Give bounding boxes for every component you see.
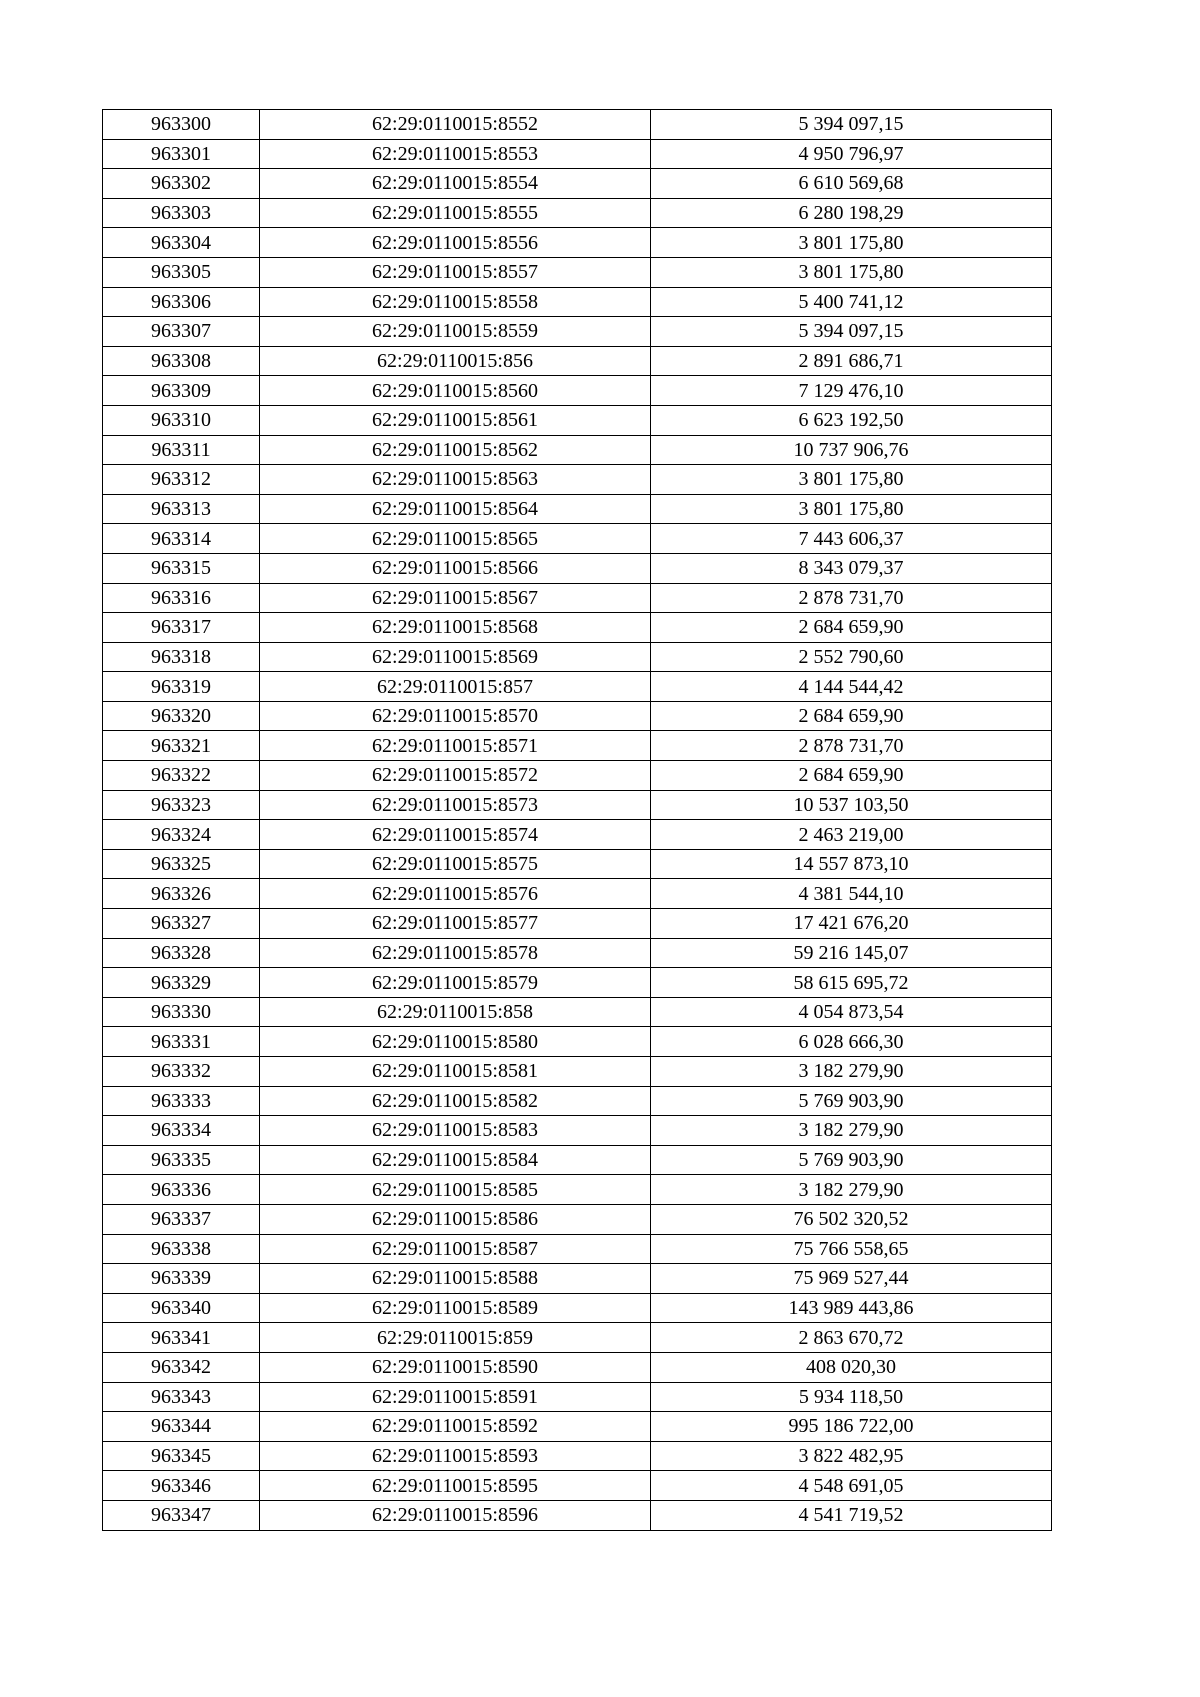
cadastral-number-cell: 62:29:0110015:8555 (260, 198, 651, 228)
cadastral-number-cell: 62:29:0110015:8553 (260, 139, 651, 169)
cadastral-value-cell: 4 144 544,42 (651, 672, 1052, 702)
table-row (103, 731, 1052, 761)
table-row (103, 820, 1052, 850)
table-row (103, 317, 1052, 347)
cadastral-value-cell: 2 891 686,71 (651, 346, 1052, 376)
cadastral-number-cell: 62:29:0110015:8580 (260, 1027, 651, 1057)
cadastral-value-cell: 3 182 279,90 (651, 1116, 1052, 1146)
cadastral-value-cell: 5 394 097,15 (651, 317, 1052, 347)
cadastral-value-cell: 3 182 279,90 (651, 1057, 1052, 1087)
cadastral-value-cell: 2 463 219,00 (651, 820, 1052, 850)
cadastral-number-cell: 62:29:0110015:8588 (260, 1264, 651, 1294)
cadastral-number-cell: 62:29:0110015:8572 (260, 761, 651, 791)
cadastral-number-cell: 62:29:0110015:8560 (260, 376, 651, 406)
cadastral-number-cell: 62:29:0110015:859 (260, 1323, 651, 1353)
table-row (103, 701, 1052, 731)
cadastral-value-cell: 2 684 659,90 (651, 761, 1052, 791)
cadastral-value-cell: 4 950 796,97 (651, 139, 1052, 169)
table-row (103, 376, 1052, 406)
table-row (103, 1293, 1052, 1323)
cadastral-number-cell: 62:29:0110015:8573 (260, 790, 651, 820)
cadastral-number-cell: 62:29:0110015:8552 (260, 110, 651, 140)
row-number-cell: 963339 (103, 1264, 260, 1294)
cadastral-number-cell: 62:29:0110015:8578 (260, 938, 651, 968)
table-row (103, 1175, 1052, 1205)
table-row (103, 110, 1052, 140)
cadastral-value-cell: 17 421 676,20 (651, 909, 1052, 939)
cadastral-value-cell: 2 878 731,70 (651, 583, 1052, 613)
cadastral-value-cell: 3 801 175,80 (651, 494, 1052, 524)
cadastral-number-cell: 62:29:0110015:8591 (260, 1382, 651, 1412)
table-row (103, 435, 1052, 465)
row-number-cell: 963316 (103, 583, 260, 613)
row-number-cell: 963344 (103, 1412, 260, 1442)
cadastral-value-table (102, 109, 1052, 1531)
row-number-cell: 963311 (103, 435, 260, 465)
row-number-cell: 963335 (103, 1145, 260, 1175)
row-number-cell: 963303 (103, 198, 260, 228)
cadastral-value-cell: 76 502 320,52 (651, 1204, 1052, 1234)
row-number-cell: 963341 (103, 1323, 260, 1353)
row-number-cell: 963313 (103, 494, 260, 524)
row-number-cell: 963323 (103, 790, 260, 820)
row-number-cell: 963328 (103, 938, 260, 968)
cadastral-number-cell: 62:29:0110015:8561 (260, 405, 651, 435)
row-number-cell: 963322 (103, 761, 260, 791)
row-number-cell: 963326 (103, 879, 260, 909)
cadastral-value-cell: 4 054 873,54 (651, 997, 1052, 1027)
table-row (103, 1352, 1052, 1382)
row-number-cell: 963307 (103, 317, 260, 347)
table-row (103, 909, 1052, 939)
cadastral-value-cell: 3 182 279,90 (651, 1175, 1052, 1205)
cadastral-number-cell: 62:29:0110015:8556 (260, 228, 651, 258)
cadastral-value-cell: 14 557 873,10 (651, 849, 1052, 879)
table-row (103, 938, 1052, 968)
cadastral-number-cell: 62:29:0110015:857 (260, 672, 651, 702)
table-row (103, 1471, 1052, 1501)
cadastral-value-cell: 6 623 192,50 (651, 405, 1052, 435)
cadastral-number-cell: 62:29:0110015:8592 (260, 1412, 651, 1442)
table-row (103, 849, 1052, 879)
cadastral-value-cell: 3 801 175,80 (651, 465, 1052, 495)
table-row (103, 583, 1052, 613)
table-row (103, 1500, 1052, 1530)
table-row (103, 1412, 1052, 1442)
cadastral-value-cell: 5 394 097,15 (651, 110, 1052, 140)
row-number-cell: 963318 (103, 642, 260, 672)
row-number-cell: 963333 (103, 1086, 260, 1116)
cadastral-value-cell: 2 878 731,70 (651, 731, 1052, 761)
cadastral-number-cell: 62:29:0110015:858 (260, 997, 651, 1027)
cadastral-value-cell: 75 969 527,44 (651, 1264, 1052, 1294)
cadastral-number-cell: 62:29:0110015:8554 (260, 169, 651, 199)
cadastral-number-cell: 62:29:0110015:8557 (260, 257, 651, 287)
table-row (103, 1234, 1052, 1264)
cadastral-number-cell: 62:29:0110015:8590 (260, 1352, 651, 1382)
cadastral-number-cell: 62:29:0110015:8586 (260, 1204, 651, 1234)
table-row (103, 1027, 1052, 1057)
row-number-cell: 963330 (103, 997, 260, 1027)
cadastral-value-cell: 5 769 903,90 (651, 1145, 1052, 1175)
table-row (103, 997, 1052, 1027)
row-number-cell: 963317 (103, 613, 260, 643)
cadastral-value-cell: 3 801 175,80 (651, 228, 1052, 258)
cadastral-number-cell: 62:29:0110015:8565 (260, 524, 651, 554)
row-number-cell: 963319 (103, 672, 260, 702)
row-number-cell: 963327 (103, 909, 260, 939)
cadastral-number-cell: 62:29:0110015:8585 (260, 1175, 651, 1205)
row-number-cell: 963308 (103, 346, 260, 376)
table-row (103, 553, 1052, 583)
row-number-cell: 963329 (103, 968, 260, 998)
table-row (103, 1264, 1052, 1294)
row-number-cell: 963300 (103, 110, 260, 140)
cadastral-number-cell: 62:29:0110015:8566 (260, 553, 651, 583)
table-row (103, 228, 1052, 258)
cadastral-value-cell: 5 400 741,12 (651, 287, 1052, 317)
cadastral-number-cell: 62:29:0110015:8596 (260, 1500, 651, 1530)
cadastral-value-cell: 143 989 443,86 (651, 1293, 1052, 1323)
cadastral-number-cell: 62:29:0110015:8569 (260, 642, 651, 672)
table-row (103, 642, 1052, 672)
cadastral-number-cell: 62:29:0110015:8577 (260, 909, 651, 939)
row-number-cell: 963347 (103, 1500, 260, 1530)
cadastral-value-cell: 10 737 906,76 (651, 435, 1052, 465)
cadastral-value-cell: 4 381 544,10 (651, 879, 1052, 909)
cadastral-value-cell: 2 552 790,60 (651, 642, 1052, 672)
row-number-cell: 963320 (103, 701, 260, 731)
cadastral-number-cell: 62:29:0110015:8593 (260, 1441, 651, 1471)
row-number-cell: 963312 (103, 465, 260, 495)
table-row (103, 494, 1052, 524)
cadastral-value-cell: 408 020,30 (651, 1352, 1052, 1382)
table-body (103, 110, 1052, 1531)
cadastral-number-cell: 62:29:0110015:8576 (260, 879, 651, 909)
cadastral-number-cell: 62:29:0110015:8575 (260, 849, 651, 879)
row-number-cell: 963302 (103, 169, 260, 199)
row-number-cell: 963305 (103, 257, 260, 287)
row-number-cell: 963315 (103, 553, 260, 583)
cadastral-number-cell: 62:29:0110015:8564 (260, 494, 651, 524)
cadastral-number-cell: 62:29:0110015:8583 (260, 1116, 651, 1146)
cadastral-number-cell: 62:29:0110015:856 (260, 346, 651, 376)
row-number-cell: 963334 (103, 1116, 260, 1146)
cadastral-value-cell: 58 615 695,72 (651, 968, 1052, 998)
cadastral-value-cell: 10 537 103,50 (651, 790, 1052, 820)
table-row (103, 139, 1052, 169)
cadastral-value-cell: 59 216 145,07 (651, 938, 1052, 968)
table-row (103, 524, 1052, 554)
cadastral-value-cell: 2 684 659,90 (651, 701, 1052, 731)
cadastral-value-cell: 7 129 476,10 (651, 376, 1052, 406)
cadastral-number-cell: 62:29:0110015:8571 (260, 731, 651, 761)
table-row (103, 761, 1052, 791)
row-number-cell: 963304 (103, 228, 260, 258)
cadastral-value-cell: 4 548 691,05 (651, 1471, 1052, 1501)
cadastral-value-cell: 5 934 118,50 (651, 1382, 1052, 1412)
row-number-cell: 963310 (103, 405, 260, 435)
table-row (103, 169, 1052, 199)
row-number-cell: 963343 (103, 1382, 260, 1412)
table-row (103, 1441, 1052, 1471)
row-number-cell: 963346 (103, 1471, 260, 1501)
row-number-cell: 963324 (103, 820, 260, 850)
cadastral-value-cell: 3 822 482,95 (651, 1441, 1052, 1471)
table-row (103, 1382, 1052, 1412)
cadastral-value-cell: 7 443 606,37 (651, 524, 1052, 554)
table-row (103, 879, 1052, 909)
row-number-cell: 963309 (103, 376, 260, 406)
table-row (103, 968, 1052, 998)
row-number-cell: 963332 (103, 1057, 260, 1087)
cadastral-value-cell: 5 769 903,90 (651, 1086, 1052, 1116)
table-row (103, 346, 1052, 376)
row-number-cell: 963301 (103, 139, 260, 169)
cadastral-number-cell: 62:29:0110015:8562 (260, 435, 651, 465)
table-row (103, 287, 1052, 317)
row-number-cell: 963338 (103, 1234, 260, 1264)
table-row (103, 1057, 1052, 1087)
table-row (103, 1204, 1052, 1234)
cadastral-value-cell: 995 186 722,00 (651, 1412, 1052, 1442)
cadastral-value-cell: 3 801 175,80 (651, 257, 1052, 287)
cadastral-number-cell: 62:29:0110015:8582 (260, 1086, 651, 1116)
table-row (103, 1086, 1052, 1116)
row-number-cell: 963337 (103, 1204, 260, 1234)
cadastral-number-cell: 62:29:0110015:8584 (260, 1145, 651, 1175)
row-number-cell: 963314 (103, 524, 260, 554)
cadastral-value-cell: 6 610 569,68 (651, 169, 1052, 199)
cadastral-value-cell: 4 541 719,52 (651, 1500, 1052, 1530)
table-row (103, 198, 1052, 228)
cadastral-number-cell: 62:29:0110015:8587 (260, 1234, 651, 1264)
cadastral-number-cell: 62:29:0110015:8589 (260, 1293, 651, 1323)
table-row (103, 1116, 1052, 1146)
cadastral-value-cell: 6 280 198,29 (651, 198, 1052, 228)
cadastral-number-cell: 62:29:0110015:8563 (260, 465, 651, 495)
table-row (103, 1145, 1052, 1175)
cadastral-value-cell: 8 343 079,37 (651, 553, 1052, 583)
table-row (103, 257, 1052, 287)
cadastral-value-cell: 2 863 670,72 (651, 1323, 1052, 1353)
table-row (103, 672, 1052, 702)
cadastral-number-cell: 62:29:0110015:8567 (260, 583, 651, 613)
cadastral-number-cell: 62:29:0110015:8581 (260, 1057, 651, 1087)
cadastral-value-cell: 2 684 659,90 (651, 613, 1052, 643)
cadastral-number-cell: 62:29:0110015:8595 (260, 1471, 651, 1501)
table-row (103, 790, 1052, 820)
row-number-cell: 963306 (103, 287, 260, 317)
row-number-cell: 963336 (103, 1175, 260, 1205)
row-number-cell: 963331 (103, 1027, 260, 1057)
table-row (103, 405, 1052, 435)
cadastral-number-cell: 62:29:0110015:8574 (260, 820, 651, 850)
row-number-cell: 963342 (103, 1352, 260, 1382)
row-number-cell: 963345 (103, 1441, 260, 1471)
table-row (103, 1323, 1052, 1353)
row-number-cell: 963325 (103, 849, 260, 879)
cadastral-value-cell: 6 028 666,30 (651, 1027, 1052, 1057)
cadastral-number-cell: 62:29:0110015:8570 (260, 701, 651, 731)
cadastral-number-cell: 62:29:0110015:8579 (260, 968, 651, 998)
cadastral-number-cell: 62:29:0110015:8558 (260, 287, 651, 317)
row-number-cell: 963321 (103, 731, 260, 761)
cadastral-number-cell: 62:29:0110015:8568 (260, 613, 651, 643)
cadastral-value-cell: 75 766 558,65 (651, 1234, 1052, 1264)
cadastral-number-cell: 62:29:0110015:8559 (260, 317, 651, 347)
row-number-cell: 963340 (103, 1293, 260, 1323)
table-row (103, 613, 1052, 643)
table-row (103, 465, 1052, 495)
